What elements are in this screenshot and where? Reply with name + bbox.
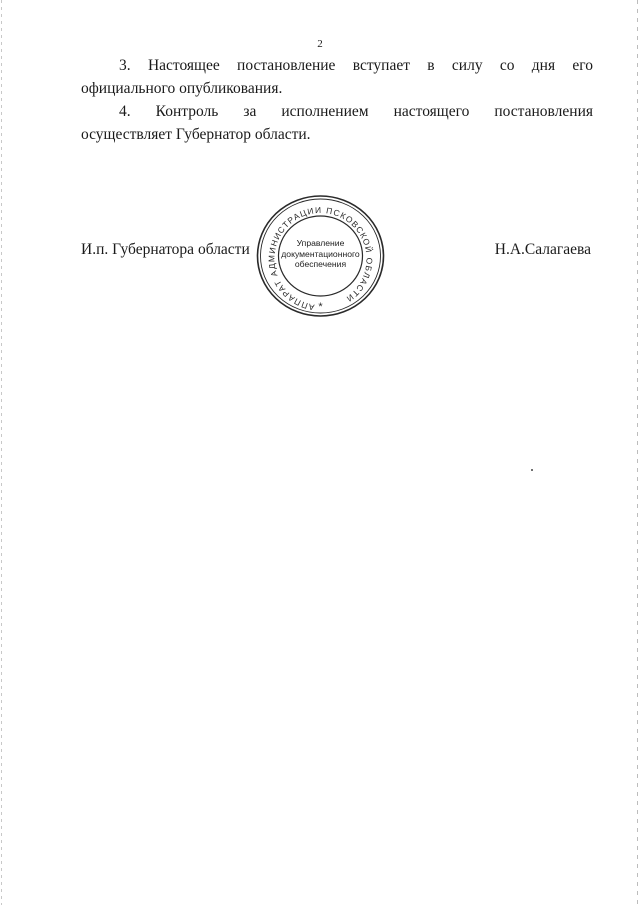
seal-ring-text: АППАРАТ АДМИНИСТРАЦИИ ПСКОВСКОЙ ОБЛАСТИ — [266, 204, 375, 313]
paragraph-4-text: Контроль за исполнением настоящего постановления — [155, 103, 594, 120]
paragraph-4-number: 4. — [119, 103, 131, 120]
seal-center-line-3: обеспечения — [294, 259, 347, 269]
scan-edge-left — [1, 0, 2, 905]
paragraph-4-line-1 — [81, 100, 593, 123]
seal-center-line-2: документационного — [281, 248, 360, 259]
signatory-name: Н.А.Салагаева — [494, 241, 591, 258]
scan-speck — [531, 469, 533, 471]
seal-center-line-1: Управление — [296, 238, 345, 248]
paragraph-3-number: 3. — [119, 57, 131, 74]
paragraph-3-line-1 — [81, 54, 593, 77]
signatory-title: И.п. Губернатора области — [81, 241, 250, 258]
seal-center-text — [253, 238, 388, 270]
official-seal — [253, 192, 388, 320]
paragraph-3-line-2: официального опубликования. — [81, 80, 283, 97]
scan-edge-right — [637, 0, 638, 905]
paragraph-3-text: Настоящее постановление вступает в силу со дня его — [147, 57, 594, 74]
seal-star: * — [318, 301, 323, 313]
paragraph-4-line-2: осуществляет Губернатор области. — [81, 126, 311, 143]
page-number: 2 — [317, 38, 323, 50]
